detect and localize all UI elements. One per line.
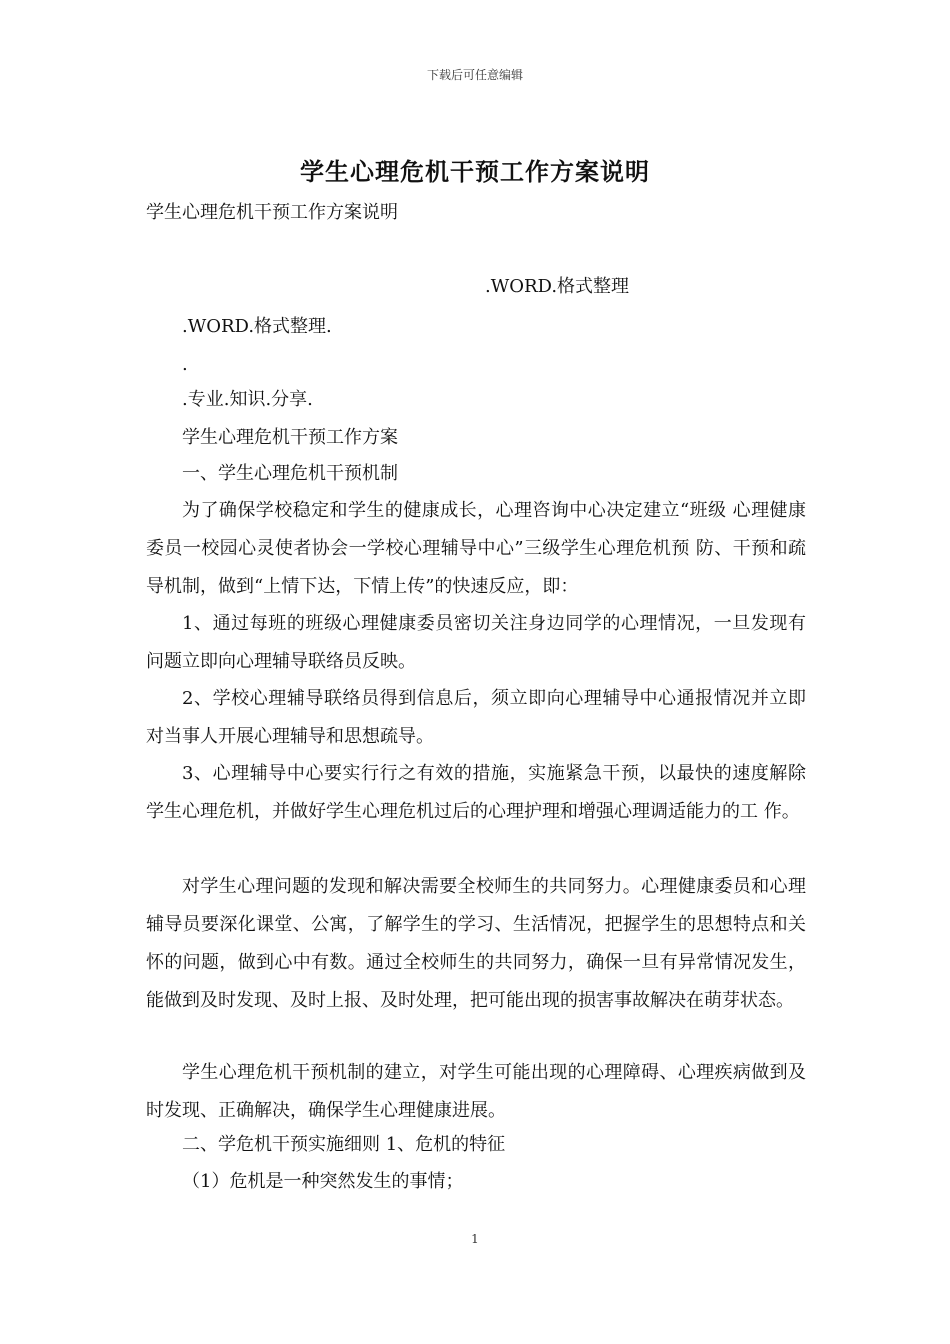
paragraph-item-1: 1、通过每班的班级心理健康委员密切关注身边同学的心理情况，一旦发现有 问题立即向心理辅导联络员反映。	[146, 613, 806, 672]
paragraph-cooperation: 对学生心理问题的发现和解决需要全校师生的共同努力。心理健康委员和心理辅导员要深化课堂、公寓，了解学生的学习、生活情况，把握学生的思想特点和关怀的问题，做到心中有数。通过全校师生的共同努力，确保一旦有异常情况发生，能做到及时发现、及时上报、及时处理，把可能出现的损害事故解决在萌芽状态。	[146, 876, 806, 1011]
paragraph-mechanism: 学生心理危机干预机制的建立，对学生可能出现的心理障碍、心理疾病做到及时发现、正确解决，确保学生心理健康进展。	[146, 1062, 806, 1121]
section1-heading: 一、学生心理危机干预机制	[182, 463, 398, 484]
paragraph-intro: 为了确保学校稳定和学生的健康成长，心理咨询中心决定建立“班级 心理健康委员一校园心灵使者协会一学校心理辅导中心”三级学生心理危机预 防、干预和疏导机制，做到“上情下达，下情上传”的快速反应，即：	[146, 500, 806, 597]
word-format-note-right: .WORD.格式整理	[485, 276, 630, 297]
document-title: 学生心理危机干预工作方案说明	[300, 157, 650, 186]
dot-line: .	[182, 354, 188, 375]
plan-title: 学生心理危机干预工作方案	[182, 427, 398, 448]
list-item: （1）危机是一种突然发生的事情；	[182, 1171, 464, 1192]
paragraph-item-2: 2、学校心理辅导联络员得到信息后，须立即向心理辅导中心通报情况并立即 对当事人开展心理辅导和思想疏导。	[146, 688, 806, 747]
subtitle: 学生心理危机干预工作方案说明	[146, 202, 398, 223]
share-line: .专业.知识.分享.	[182, 389, 313, 410]
paragraph-item-3: 3、心理辅导中心要实行行之有效的措施，实施紧急干预，以最快的速度解除 学生心理危机，并做好学生心理危机过后的心理护理和增强心理调适能力的工 作。	[146, 763, 806, 822]
header-note: 下载后可任意编辑	[426, 68, 523, 82]
section2-heading: 二、学危机干预实施细则 1、危机的特征	[182, 1134, 506, 1155]
word-format-note-left: .WORD.格式整理.	[182, 316, 332, 337]
page-number: 1	[471, 1232, 479, 1246]
